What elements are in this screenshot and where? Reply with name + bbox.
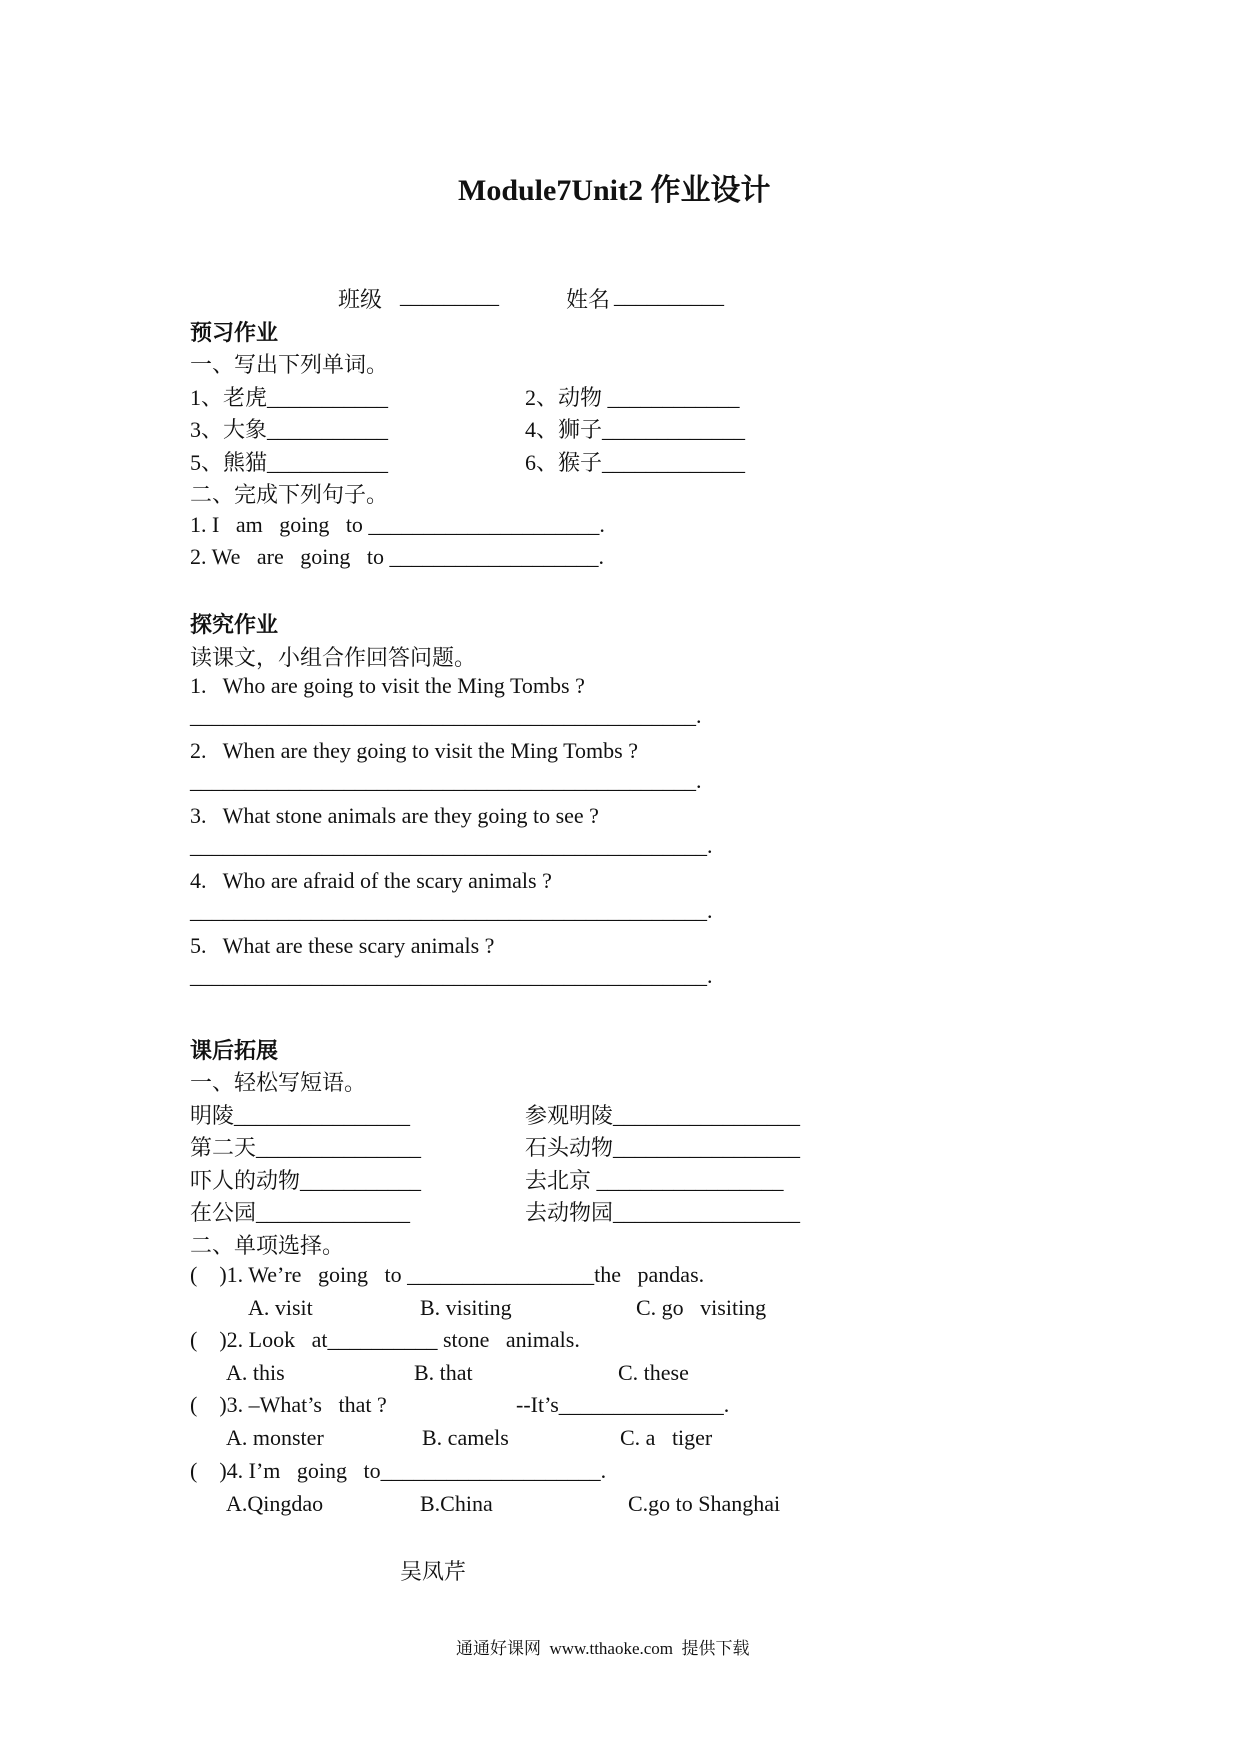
phrase-item: 去北京 _________________ [525, 1168, 784, 1193]
extend-part1-instruction: 一、轻松写短语。 [190, 1070, 367, 1095]
answer-line: _______________________________________________. [190, 963, 713, 988]
question-item: 4. Who are afraid of the scary animals ? [190, 868, 552, 893]
preview-part2-instruction: 二、完成下列句子。 [190, 482, 389, 507]
name-blank: __________ [614, 283, 724, 308]
name-label: 姓名 [566, 287, 611, 312]
choice-stem: ( )2. Look at__________ stone animals. [190, 1327, 580, 1352]
class-label: 班级 [338, 287, 383, 312]
word-item: 3、大象___________ [190, 417, 389, 442]
footer-text: 通通好课网 www.tthaoke.com 提供下载 [456, 1639, 750, 1658]
choice-option-a: A. visit [248, 1295, 313, 1320]
phrase-item: 吓人的动物___________ [190, 1168, 422, 1193]
word-item: 5、熊猫___________ [190, 450, 389, 475]
phrase-item: 石头动物_________________ [525, 1135, 801, 1160]
word-item: 4、狮子_____________ [525, 417, 746, 442]
choice-option-b: B. that [414, 1360, 473, 1385]
answer-line: ______________________________________________. [190, 768, 702, 793]
question-item: 2. When are they going to visit the Ming Tombs ? [190, 738, 638, 763]
question-item: 5. What are these scary animals ? [190, 933, 495, 958]
phrase-item: 在公园______________ [190, 1200, 411, 1225]
author-name: 吴凤芹 [400, 1559, 467, 1584]
choice-option-a: A. this [226, 1360, 285, 1385]
extend-part2-instruction: 二、单项选择。 [190, 1233, 345, 1258]
choice-option-b: B. camels [422, 1425, 509, 1450]
sentence-item: 1. I am going to _____________________. [190, 512, 605, 537]
choice-option-c: C. go visiting [636, 1295, 767, 1320]
question-item: 3. What stone animals are they going to see ? [190, 803, 599, 828]
sentence-item: 2. We are going to ___________________. [190, 544, 604, 569]
answer-line: _______________________________________________. [190, 833, 713, 858]
word-item: 2、动物 ____________ [525, 385, 740, 410]
answer-line: ______________________________________________. [190, 703, 702, 728]
phrase-item: 去动物园_________________ [525, 1200, 801, 1225]
choice-stem: ( )1. We’re going to _________________the pandas. [190, 1262, 705, 1287]
question-item: 1. Who are going to visit the Ming Tombs ? [190, 673, 585, 698]
explore-instruction: 读课文，小组合作回答问题。 [190, 645, 477, 670]
phrase-item: 明陵________________ [190, 1103, 411, 1128]
choice-option-b: B.China [420, 1491, 493, 1516]
choice-option-a: A.Qingdao [226, 1491, 324, 1516]
choice-stem: ( )4. I’m going to____________________. [190, 1458, 607, 1483]
phrase-item: 第二天_______________ [190, 1135, 422, 1160]
preview-heading: 预习作业 [190, 320, 279, 345]
choice-option-c: C. a tiger [620, 1425, 713, 1450]
extend-heading: 课后拓展 [190, 1038, 279, 1063]
word-item: 6、猴子_____________ [525, 450, 746, 475]
choice-stem: ( )3. –What’s that ? [190, 1392, 387, 1417]
choice-option-c: C. these [618, 1360, 689, 1385]
page-title: Module7Unit2 作业设计 [458, 174, 771, 207]
choice-option-c: C.go to Shanghai [628, 1491, 781, 1516]
class-blank: _________ [400, 283, 499, 308]
preview-part1-instruction: 一、写出下列单词。 [190, 352, 389, 377]
word-item: 1、老虎___________ [190, 385, 389, 410]
phrase-item: 参观明陵_________________ [525, 1103, 801, 1128]
answer-line: _______________________________________________. [190, 898, 713, 923]
choice-option-b: B. visiting [420, 1295, 512, 1320]
choice-answer-line: --It’s_______________. [516, 1392, 730, 1417]
explore-heading: 探究作业 [190, 612, 279, 637]
choice-option-a: A. monster [226, 1425, 324, 1450]
